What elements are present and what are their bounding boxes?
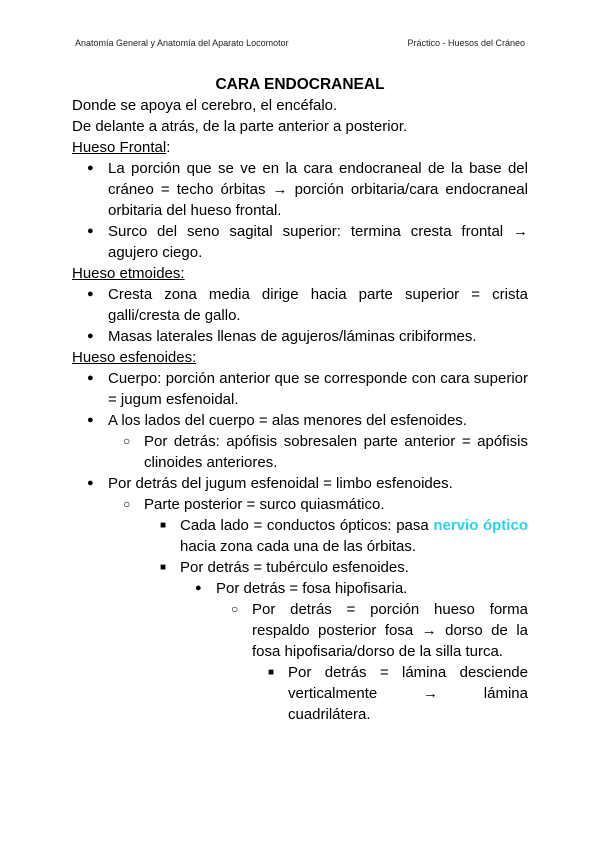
bullet-disc-icon: ● [87,330,94,342]
list-item [72,368,528,410]
sublist [108,431,528,473]
list-item-text: La porción que se ve en la cara endocraneal de la base del cráneo = techo órbitas → porción orbitaria/cara endocraneal orbitaria del hueso frontal. [108,160,528,219]
list-item-text: Cresta zona media dirige hacia parte superior = crista galli/cresta de gallo. [108,286,528,324]
list-item [108,494,528,725]
bullet-disc-icon: ● [87,414,94,426]
section-heading-esfenoides [72,347,528,368]
frontal-heading-text: Hueso Frontal [72,139,167,156]
bullet-square-icon: ■ [160,562,167,573]
bullet-circle-icon: ○ [123,497,131,511]
esfenoides-list [72,368,528,725]
page-title: CARA ENDOCRANEAL [215,76,385,93]
bullet-disc-icon: ● [87,288,94,300]
list-item [144,557,528,725]
section-heading-frontal [72,137,528,158]
etmoides-heading-text: Hueso etmoides: [72,265,185,282]
bullet-disc-icon: ● [87,225,94,237]
bullet-circle-icon: ○ [123,434,131,448]
list-item [72,410,528,473]
bullet-disc-icon: ● [87,372,94,384]
sublist [180,578,528,725]
intro-line-1: Donde se apoya el cerebro, el encéfalo. [72,97,338,114]
header-course: Anatomía General y Anatomía del Aparato Locomotor [75,38,289,48]
list-item-text: Por detrás = porción hueso forma respaldo posterior fosa → dorso de la fosa hipofisaria/dorso de la silla turca. [252,601,528,660]
list-item-text: Surco del seno sagital superior: termina cresta frontal → agujero ciego. [108,223,528,261]
bullet-circle-icon: ○ [231,602,239,616]
sublist [252,662,528,725]
sublist [216,599,528,725]
frontal-list [72,158,528,263]
list-item-text-pre: Cada lado = conductos ópticos: pasa [180,517,434,534]
list-item [72,284,528,326]
highlight-nervio-optico: nervio óptico [433,517,528,534]
bullet-disc-icon: ● [87,477,94,489]
list-item [72,473,528,725]
etmoides-list [72,284,528,347]
header-topic: Práctico - Huesos del Cráneo [407,38,525,48]
list-item [180,578,528,725]
list-item [144,515,528,557]
list-item [216,599,528,725]
frontal-heading-colon: : [166,139,171,156]
list-item-text: Cuerpo: porción anterior que se corresponde con cara superior = jugum esfenoidal. [108,370,528,408]
list-item [72,158,528,221]
list-item [108,431,528,473]
list-item-text-post: hacia zona cada una de las órbitas. [180,538,416,555]
list-item-text: Por detrás = tubérculo esfenoides. [180,559,409,576]
list-item [252,662,528,725]
list-item-text: Por detrás del jugum esfenoidal = limbo esfenoides. [108,475,453,492]
bullet-disc-icon: ● [87,162,94,174]
esfenoides-heading-text: Hueso esfenoides: [72,349,197,366]
list-item [72,326,528,347]
list-item [72,221,528,263]
bullet-disc-icon: ● [195,582,202,594]
intro-line-2: De delante a atrás, de la parte anterior a posterior. [72,118,408,135]
list-item-text: Por detrás = fosa hipofisaria. [216,580,408,597]
list-item-text: Por detrás = lámina desciende verticalmente → lámina cuadrilátera. [288,664,528,723]
list-item-text: Parte posterior = surco quiasmático. [144,496,385,513]
section-heading-etmoides [72,263,528,284]
sublist [144,515,528,725]
list-item-text: A los lados del cuerpo = alas menores del esfenoides. [108,412,467,429]
list-item-text: Masas laterales llenas de agujeros/láminas cribiformes. [108,328,477,345]
document-body [72,74,528,725]
sublist [108,494,528,725]
bullet-square-icon: ■ [160,520,167,531]
bullet-square-icon: ■ [268,667,275,678]
list-item-text: Por detrás: apófisis sobresalen parte anterior = apófisis clinoides anteriores. [144,433,528,471]
